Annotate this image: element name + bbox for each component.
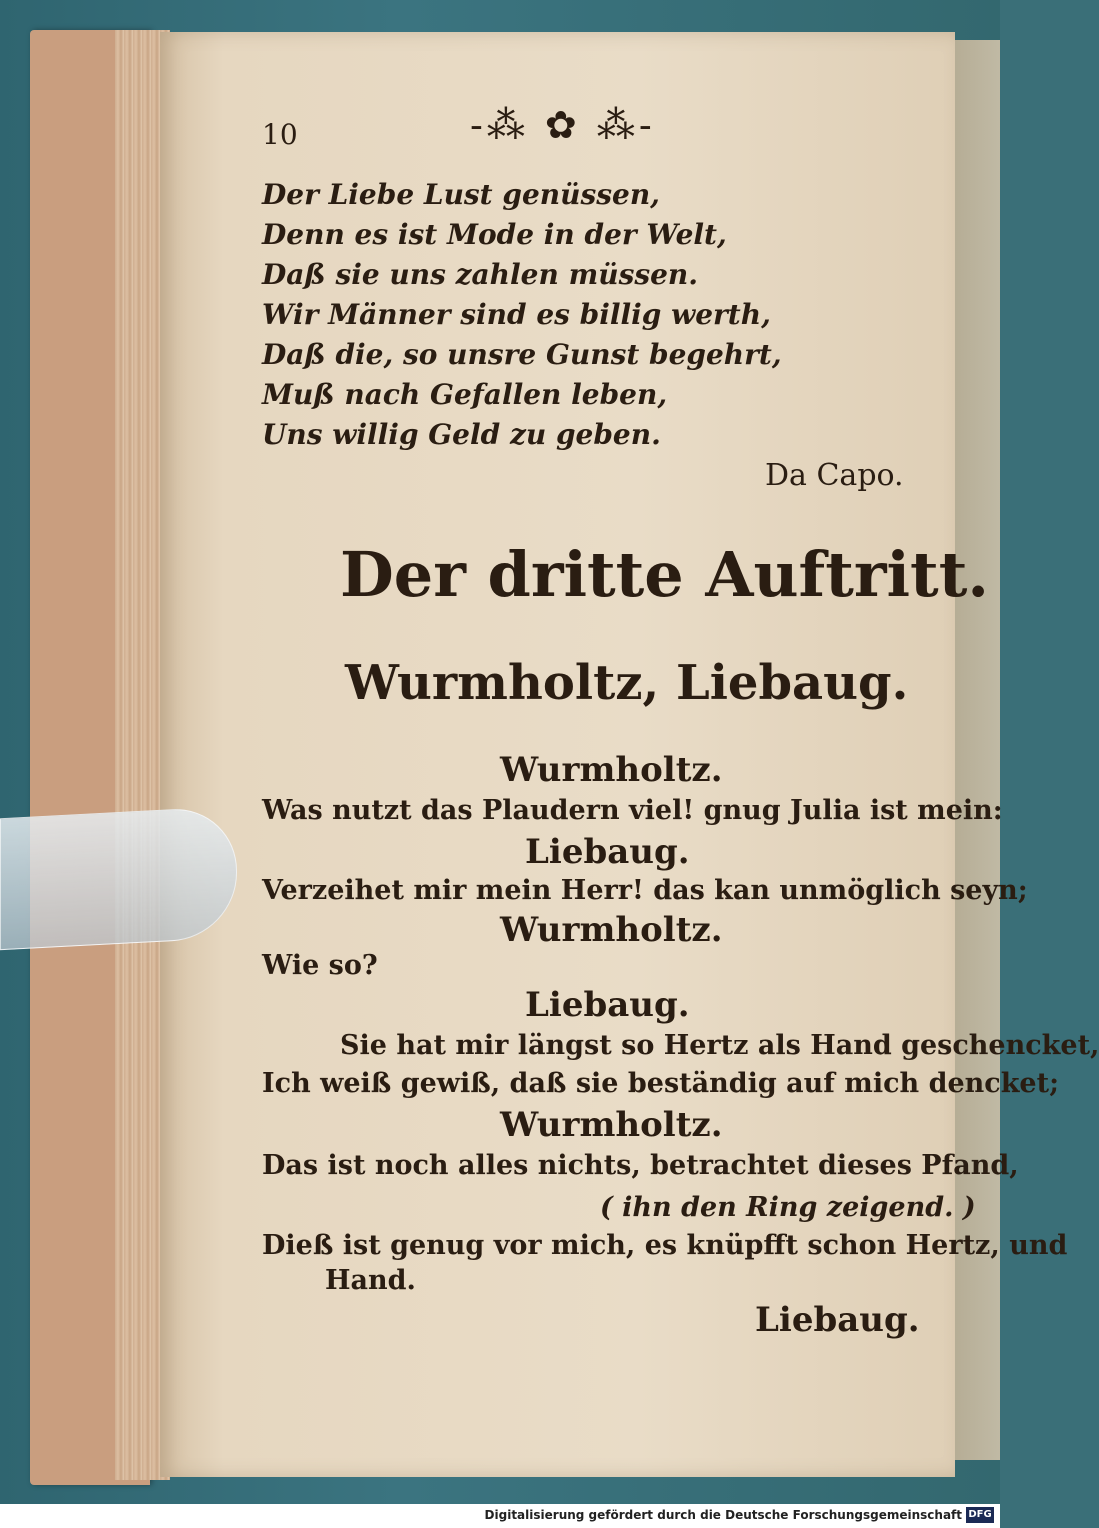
verse-line: Daß die, so unsre Gunst begehrt, xyxy=(262,338,782,371)
speaker-name: Liebaug. xyxy=(525,832,690,872)
page-weight-glass xyxy=(0,806,237,950)
dialogue-line: Sie hat mir längst so Hertz als Hand geschencket, xyxy=(340,1030,1099,1061)
scene-heading: Der dritte Auftritt. xyxy=(340,538,989,611)
verse-line: Daß sie uns zahlen müssen. xyxy=(262,258,699,291)
verse-line: Muß nach Gefallen leben, xyxy=(262,378,668,411)
dialogue-line: Was nutzt das Plaudern viel! gnug Julia ist mein: xyxy=(262,795,1003,826)
dialogue-line: Dieß ist genug vor mich, es knüpfft schon Hertz, und xyxy=(262,1230,1068,1261)
dfg-logo: DFG xyxy=(966,1507,994,1523)
verse-line: Uns willig Geld zu geben. xyxy=(262,418,661,451)
verse-line: Der Liebe Lust genüssen, xyxy=(262,178,660,211)
page-number: 10 xyxy=(262,118,298,151)
dialogue-line: Hand. xyxy=(325,1265,416,1296)
speaker-name: Liebaug. xyxy=(755,1300,920,1340)
verse-line: Wir Männer sind es billig werth, xyxy=(262,298,771,331)
dialogue-line: Verzeihet mir mein Herr! das kan unmöglich seyn; xyxy=(262,875,1028,906)
header-ornament: -⁂ ✿ ⁂- xyxy=(470,103,656,147)
speaker-name: Wurmholtz. xyxy=(500,1105,723,1145)
verse-line: Denn es ist Mode in der Welt, xyxy=(262,218,727,251)
footer-credit: Digitalisierung gefördert durch die Deutsche Forschungsgemeinschaft xyxy=(484,1508,962,1522)
scene-persons: Wurmholtz, Liebaug. xyxy=(345,655,909,711)
stage-direction: ( ihn den Ring zeigend. ) xyxy=(600,1192,976,1223)
speaker-name: Liebaug. xyxy=(525,985,690,1025)
dialogue-line: Das ist noch alles nichts, betrachtet dieses Pfand, xyxy=(262,1150,1019,1181)
da-capo: Da Capo. xyxy=(765,458,904,493)
dialogue-line: Ich weiß gewiß, daß sie beständig auf mich dencket; xyxy=(262,1068,1060,1099)
speaker-name: Wurmholtz. xyxy=(500,750,723,790)
speaker-name: Wurmholtz. xyxy=(500,910,723,950)
dialogue-line: Wie so? xyxy=(262,950,378,981)
